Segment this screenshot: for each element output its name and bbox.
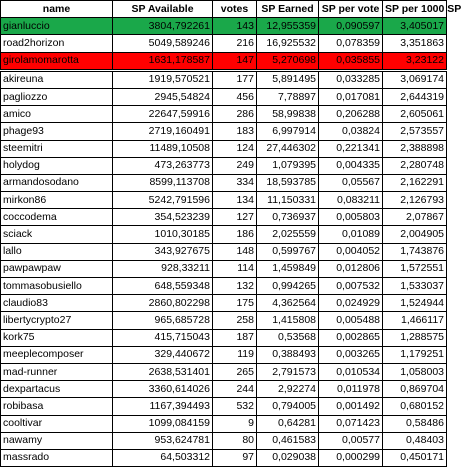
table-row	[1, 381, 447, 398]
table-row	[1, 398, 447, 415]
table-row	[1, 449, 447, 466]
table-row	[1, 123, 447, 140]
cell-sp-per-1000: 0,680152	[383, 398, 447, 415]
cell-sp-earned: 6,997914	[257, 123, 319, 140]
cell-votes: 114	[213, 260, 257, 277]
cell-sp-per-1000: 2,126793	[383, 192, 447, 209]
cell-sp-per-1000: 2,573557	[383, 123, 447, 140]
cell-name: meeplecomposer	[1, 346, 113, 363]
cell-sp-per-1000: 3,351863	[383, 35, 447, 52]
cell-sp-earned: 0,029038	[257, 449, 319, 466]
cell-sp-earned: 1,459849	[257, 260, 319, 277]
cell-sp-available: 1099,084159	[113, 415, 213, 432]
table-body	[1, 18, 447, 467]
cell-sp-per-1000: 0,48403	[383, 432, 447, 449]
cell-votes: 9	[213, 415, 257, 432]
cell-votes: 124	[213, 140, 257, 157]
cell-sp-available: 1631,178587	[113, 52, 213, 70]
header-sp-per-vote: SP per vote	[319, 1, 383, 18]
cell-sp-available: 5049,589246	[113, 35, 213, 52]
cell-sp-per-vote: 0,000299	[319, 449, 383, 466]
cell-sp-available: 928,33211	[113, 260, 213, 277]
header-sp-per-1000: SP per 1000 SP	[383, 1, 447, 18]
cell-votes: 127	[213, 209, 257, 226]
cell-sp-earned: 0,388493	[257, 346, 319, 363]
table-row	[1, 260, 447, 277]
table-row	[1, 432, 447, 449]
table-row	[1, 312, 447, 329]
cell-sp-per-1000: 1,466117	[383, 312, 447, 329]
header-name: name	[1, 1, 113, 18]
cell-votes: 175	[213, 295, 257, 312]
cell-sp-per-1000: 2,07867	[383, 209, 447, 226]
table-row	[1, 329, 447, 346]
cell-name: massrado	[1, 449, 113, 466]
table-row	[1, 174, 447, 191]
cell-sp-per-1000: 0,58486	[383, 415, 447, 432]
cell-sp-per-vote: 0,206288	[319, 106, 383, 123]
cell-sp-per-vote: 0,05567	[319, 174, 383, 191]
cell-sp-available: 1167,394493	[113, 398, 213, 415]
cell-sp-per-1000: 3,405017	[383, 18, 447, 35]
cell-sp-earned: 12,955359	[257, 18, 319, 35]
cell-name: armandosodano	[1, 174, 113, 191]
cell-sp-earned: 11,150331	[257, 192, 319, 209]
cell-sp-available: 2638,531401	[113, 363, 213, 380]
cell-sp-earned: 58,99838	[257, 106, 319, 123]
cell-name: tommasobusiello	[1, 278, 113, 295]
cell-sp-per-1000: 1,572551	[383, 260, 447, 277]
table-row	[1, 278, 447, 295]
cell-sp-earned: 4,362564	[257, 295, 319, 312]
cell-sp-per-1000: 1,743876	[383, 243, 447, 260]
cell-sp-available: 2945,54824	[113, 88, 213, 105]
cell-name: kork75	[1, 329, 113, 346]
cell-sp-per-vote: 0,071423	[319, 415, 383, 432]
cell-name: mirkon86	[1, 192, 113, 209]
cell-sp-per-1000: 2,388898	[383, 140, 447, 157]
cell-sp-per-vote: 0,221341	[319, 140, 383, 157]
cell-sp-available: 953,624781	[113, 432, 213, 449]
cell-name: coccodema	[1, 209, 113, 226]
cell-votes: 177	[213, 70, 257, 88]
cell-sp-per-vote: 0,011978	[319, 381, 383, 398]
cell-votes: 148	[213, 243, 257, 260]
header-votes: votes	[213, 1, 257, 18]
cell-sp-earned: 16,925532	[257, 35, 319, 52]
cell-votes: 286	[213, 106, 257, 123]
cell-sp-earned: 0,461583	[257, 432, 319, 449]
cell-sp-per-vote: 0,03824	[319, 123, 383, 140]
cell-sp-available: 64,503312	[113, 449, 213, 466]
cell-sp-per-vote: 0,005488	[319, 312, 383, 329]
cell-sp-earned: 2,025559	[257, 226, 319, 243]
cell-sp-per-1000: 2,162291	[383, 174, 447, 191]
cell-sp-available: 11489,10508	[113, 140, 213, 157]
cell-votes: 80	[213, 432, 257, 449]
cell-votes: 134	[213, 192, 257, 209]
cell-sp-available: 648,559348	[113, 278, 213, 295]
cell-sp-per-vote: 0,004052	[319, 243, 383, 260]
cell-sp-per-vote: 0,00577	[319, 432, 383, 449]
cell-votes: 216	[213, 35, 257, 52]
cell-name: sciack	[1, 226, 113, 243]
cell-sp-available: 3360,614026	[113, 381, 213, 398]
cell-name: akireuna	[1, 70, 113, 88]
cell-sp-earned: 1,079395	[257, 157, 319, 174]
cell-sp-per-vote: 0,003265	[319, 346, 383, 363]
cell-sp-per-1000: 2,004905	[383, 226, 447, 243]
cell-sp-per-vote: 0,01089	[319, 226, 383, 243]
table-row	[1, 243, 447, 260]
cell-sp-per-vote: 0,010534	[319, 363, 383, 380]
cell-votes: 187	[213, 329, 257, 346]
cell-votes: 119	[213, 346, 257, 363]
cell-sp-earned: 27,446302	[257, 140, 319, 157]
table-row	[1, 415, 447, 432]
cell-sp-earned: 0,794005	[257, 398, 319, 415]
cell-sp-available: 2719,160491	[113, 123, 213, 140]
cell-sp-available: 2860,802298	[113, 295, 213, 312]
cell-sp-available: 965,685728	[113, 312, 213, 329]
cell-sp-per-vote: 0,002865	[319, 329, 383, 346]
cell-name: amico	[1, 106, 113, 123]
cell-name: libertycrypto27	[1, 312, 113, 329]
cell-votes: 183	[213, 123, 257, 140]
cell-name: phage93	[1, 123, 113, 140]
table-row	[1, 226, 447, 243]
cell-name: girolamomarotta	[1, 52, 113, 70]
cell-votes: 132	[213, 278, 257, 295]
table-row	[1, 18, 447, 35]
cell-name: holydog	[1, 157, 113, 174]
cell-name: cooltivar	[1, 415, 113, 432]
cell-votes: 334	[213, 174, 257, 191]
cell-sp-available: 3804,792261	[113, 18, 213, 35]
cell-sp-per-1000: 1,524944	[383, 295, 447, 312]
cell-sp-earned: 1,415808	[257, 312, 319, 329]
cell-sp-available: 473,263773	[113, 157, 213, 174]
cell-sp-earned: 7,78897	[257, 88, 319, 105]
cell-sp-per-vote: 0,090597	[319, 18, 383, 35]
cell-sp-per-1000: 2,605061	[383, 106, 447, 123]
cell-sp-per-1000: 1,058003	[383, 363, 447, 380]
cell-votes: 532	[213, 398, 257, 415]
cell-votes: 265	[213, 363, 257, 380]
cell-sp-available: 1010,30185	[113, 226, 213, 243]
cell-name: steemitri	[1, 140, 113, 157]
cell-votes: 258	[213, 312, 257, 329]
cell-votes: 244	[213, 381, 257, 398]
cell-sp-per-1000: 0,450171	[383, 449, 447, 466]
cell-sp-earned: 0,64281	[257, 415, 319, 432]
table-row	[1, 363, 447, 380]
table-row	[1, 106, 447, 123]
table-row	[1, 52, 447, 70]
table-row	[1, 192, 447, 209]
cell-sp-per-vote: 0,005803	[319, 209, 383, 226]
cell-votes: 456	[213, 88, 257, 105]
cell-sp-per-1000: 1,179251	[383, 346, 447, 363]
cell-sp-per-vote: 0,083211	[319, 192, 383, 209]
cell-sp-per-vote: 0,035855	[319, 52, 383, 70]
cell-sp-per-vote: 0,078359	[319, 35, 383, 52]
cell-sp-per-1000: 0,869704	[383, 381, 447, 398]
cell-sp-earned: 5,891495	[257, 70, 319, 88]
cell-sp-available: 5242,791596	[113, 192, 213, 209]
cell-sp-earned: 0,599767	[257, 243, 319, 260]
cell-sp-per-1000: 3,23122	[383, 52, 447, 70]
cell-sp-earned: 18,593785	[257, 174, 319, 191]
header-sp-available: SP Available	[113, 1, 213, 18]
header-row	[1, 1, 447, 18]
cell-sp-available: 8599,113708	[113, 174, 213, 191]
table-row	[1, 346, 447, 363]
cell-sp-available: 329,440672	[113, 346, 213, 363]
table-row	[1, 157, 447, 174]
cell-sp-earned: 0,994265	[257, 278, 319, 295]
cell-sp-available: 343,927675	[113, 243, 213, 260]
cell-name: robibasa	[1, 398, 113, 415]
cell-name: gianluccio	[1, 18, 113, 35]
cell-sp-earned: 0,736937	[257, 209, 319, 226]
cell-sp-earned: 2,92274	[257, 381, 319, 398]
cell-name: lallo	[1, 243, 113, 260]
cell-name: claudio83	[1, 295, 113, 312]
cell-sp-per-vote: 0,033285	[319, 70, 383, 88]
cell-sp-per-vote: 0,017081	[319, 88, 383, 105]
header-sp-earned: SP Earned	[257, 1, 319, 18]
cell-sp-per-1000: 2,644319	[383, 88, 447, 105]
cell-sp-earned: 2,791573	[257, 363, 319, 380]
cell-name: mad-runner	[1, 363, 113, 380]
cell-sp-per-vote: 0,024929	[319, 295, 383, 312]
cell-sp-available: 22647,59916	[113, 106, 213, 123]
cell-sp-per-1000: 3,069174	[383, 70, 447, 88]
cell-votes: 147	[213, 52, 257, 70]
cell-sp-per-vote: 0,012806	[319, 260, 383, 277]
cell-name: road2horizon	[1, 35, 113, 52]
cell-votes: 143	[213, 18, 257, 35]
cell-sp-available: 354,523239	[113, 209, 213, 226]
table-row	[1, 209, 447, 226]
cell-sp-per-1000: 1,533037	[383, 278, 447, 295]
cell-sp-per-vote: 0,007532	[319, 278, 383, 295]
cell-name: nawamy	[1, 432, 113, 449]
table-row	[1, 70, 447, 88]
cell-sp-available: 1919,570521	[113, 70, 213, 88]
table-row	[1, 140, 447, 157]
table-row	[1, 35, 447, 52]
cell-sp-per-vote: 0,004335	[319, 157, 383, 174]
cell-name: pagliozzo	[1, 88, 113, 105]
cell-votes: 249	[213, 157, 257, 174]
cell-name: pawpawpaw	[1, 260, 113, 277]
cell-sp-per-1000: 1,288575	[383, 329, 447, 346]
cell-votes: 97	[213, 449, 257, 466]
cell-name: dexpartacus	[1, 381, 113, 398]
table-row	[1, 295, 447, 312]
cell-sp-available: 415,715043	[113, 329, 213, 346]
cell-sp-earned: 0,53568	[257, 329, 319, 346]
table-row	[1, 88, 447, 105]
cell-sp-per-1000: 2,280748	[383, 157, 447, 174]
cell-votes: 186	[213, 226, 257, 243]
cell-sp-per-vote: 0,001492	[319, 398, 383, 415]
cell-sp-earned: 5,270698	[257, 52, 319, 70]
